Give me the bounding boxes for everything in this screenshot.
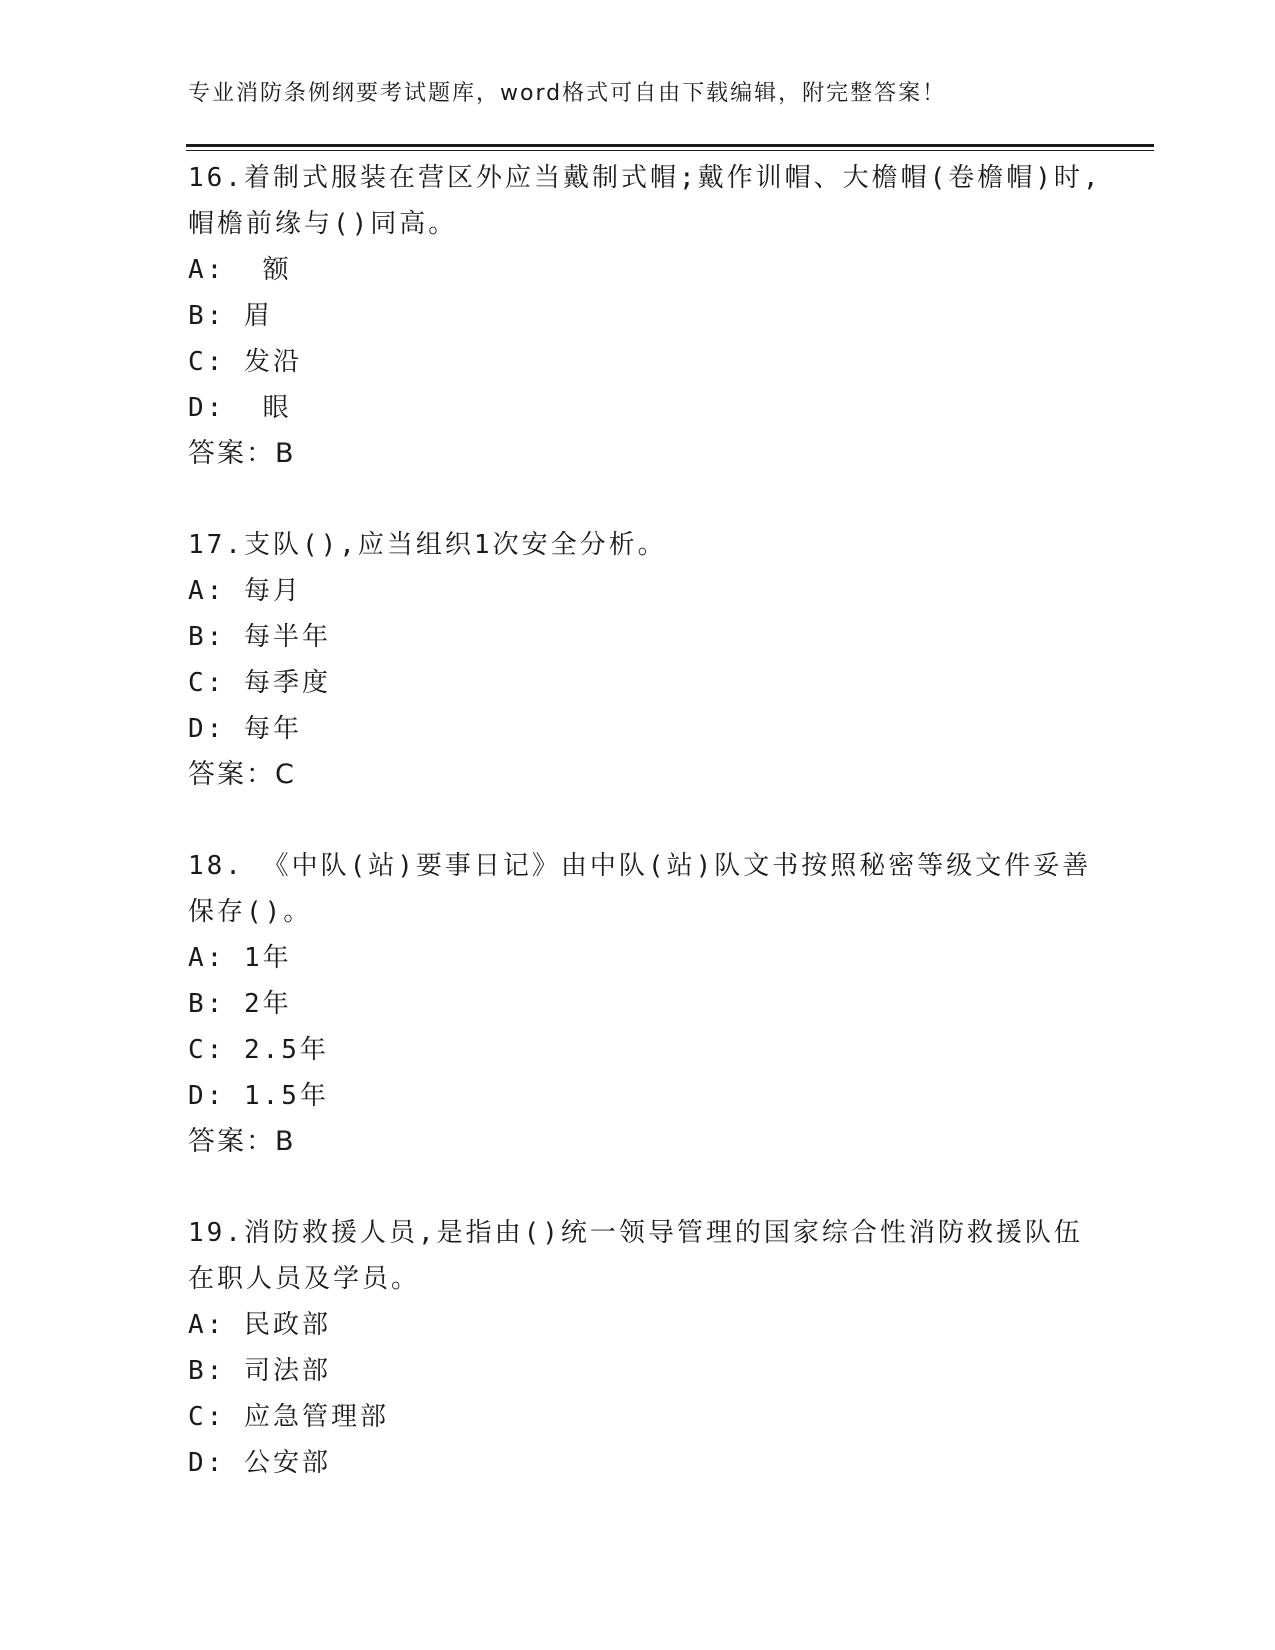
option-b: B: 每半年 bbox=[188, 622, 331, 652]
question-17 bbox=[188, 522, 1108, 798]
question-18 bbox=[188, 843, 1108, 1165]
question-text-continued: 帽檐前缘与()同高。 bbox=[188, 209, 458, 239]
option-b: B: 眉 bbox=[188, 301, 273, 331]
option-a: A: 民政部 bbox=[188, 1310, 331, 1340]
option-d: D: 每年 bbox=[188, 714, 302, 744]
option-c: C: 应急管理部 bbox=[188, 1402, 389, 1432]
question-19 bbox=[188, 1210, 1108, 1486]
question-text: 17.支队(),应当组织1次安全分析。 bbox=[188, 530, 667, 560]
option-a: A: 每月 bbox=[188, 576, 302, 606]
option-b: B: 2年 bbox=[188, 989, 292, 1019]
option-b: B: 司法部 bbox=[188, 1356, 331, 1386]
option-c: C: 每季度 bbox=[188, 668, 331, 698]
question-text: 19.消防救援人员,是指由()统一领导管理的国家综合性消防救援队伍 bbox=[188, 1218, 1083, 1248]
option-d: D: 眼 bbox=[188, 393, 292, 423]
option-a: A: 额 bbox=[188, 255, 292, 285]
option-c: C: 2.5年 bbox=[188, 1035, 329, 1065]
question-16 bbox=[188, 155, 1108, 477]
answer: 答案：B bbox=[188, 1126, 296, 1157]
question-list bbox=[188, 155, 1108, 1486]
question-text: 18. 《中队(站)要事日记》由中队(站)队文书按照秘密等级文件妥善 bbox=[188, 851, 1092, 881]
header-rule-thick bbox=[186, 144, 1154, 147]
option-c: C: 发沿 bbox=[188, 347, 302, 377]
question-text-continued: 在职人员及学员。 bbox=[188, 1264, 421, 1294]
option-d: D: 公安部 bbox=[188, 1448, 331, 1478]
question-text-continued: 保存()。 bbox=[188, 897, 313, 927]
header-rule-thin bbox=[186, 150, 1154, 151]
question-text: 16.着制式服装在营区外应当戴制式帽;戴作训帽、大檐帽(卷檐帽)时, bbox=[188, 163, 1102, 193]
option-d: D: 1.5年 bbox=[188, 1081, 329, 1111]
answer: 答案：B bbox=[188, 438, 296, 469]
page-header: 专业消防条例纲要考试题库，word格式可自由下载编辑，附完整答案！ bbox=[188, 81, 947, 106]
option-a: A: 1年 bbox=[188, 943, 292, 973]
answer: 答案：C bbox=[188, 759, 296, 790]
